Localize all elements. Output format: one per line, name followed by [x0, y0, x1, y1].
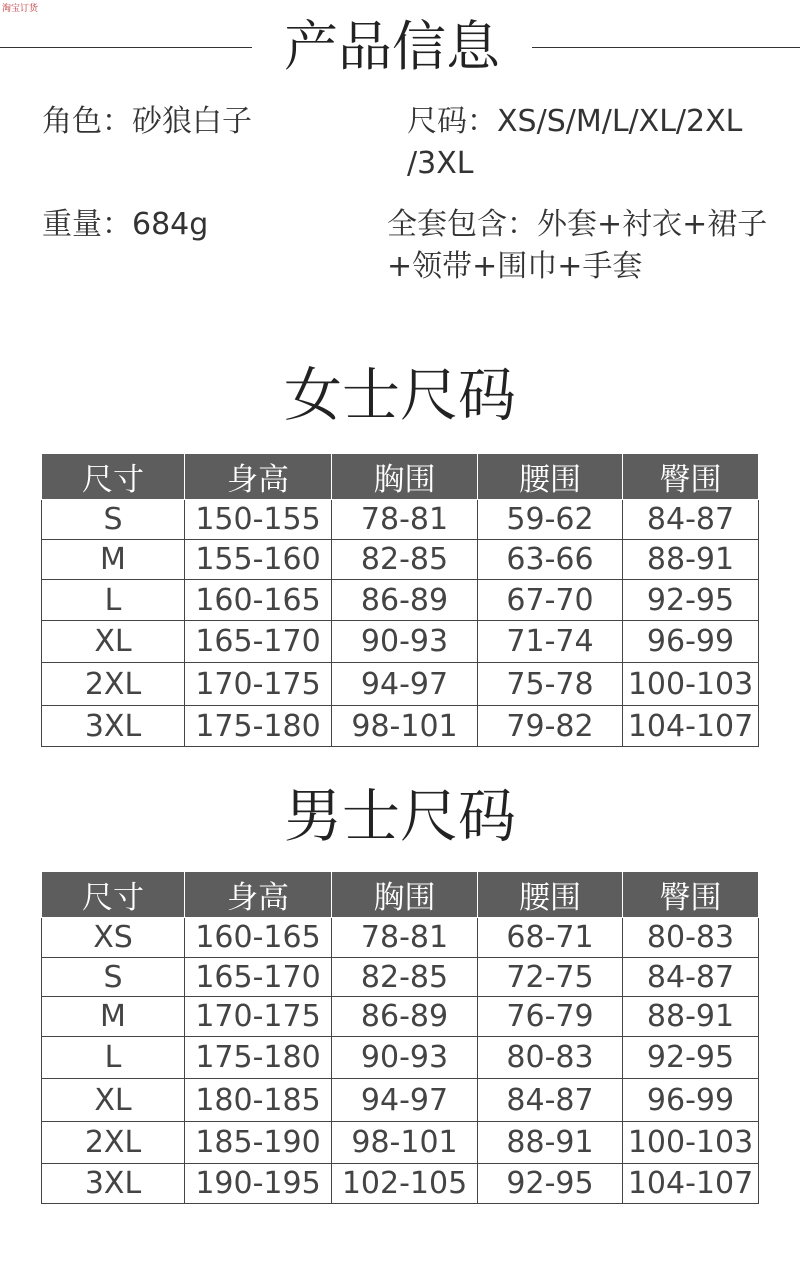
table-cell: 86-89 — [332, 580, 478, 621]
table-cell: 92-95 — [623, 580, 759, 621]
title-divider-left — [0, 47, 252, 48]
table-cell: 88-91 — [478, 1122, 623, 1164]
table-cell: 160-165 — [185, 918, 332, 958]
men-size-title: 男士尺码 — [283, 782, 516, 850]
size-label: 尺码： — [407, 104, 497, 139]
table-cell: 59-62 — [478, 500, 623, 540]
column-header: 身高 — [185, 872, 332, 918]
table-cell: 98-101 — [332, 1122, 478, 1164]
table-row — [42, 621, 759, 663]
column-header: 腰围 — [478, 454, 623, 500]
table-cell: 175-180 — [185, 706, 332, 747]
table-row — [42, 500, 759, 540]
women-size-title: 女士尺码 — [283, 361, 516, 429]
role-info — [42, 101, 252, 143]
table-cell: M — [42, 997, 185, 1037]
table-row — [42, 918, 759, 958]
size-value-line1: XS/S/M/L/XL/2XL — [497, 104, 743, 139]
table-cell: 84-87 — [623, 958, 759, 997]
table-cell: 90-93 — [332, 1037, 478, 1079]
table-row — [42, 706, 759, 747]
column-header: 臀围 — [623, 454, 759, 500]
table-cell: 94-97 — [332, 1079, 478, 1122]
table-cell: 75-78 — [478, 663, 623, 706]
table-cell: S — [42, 500, 185, 540]
table-row — [42, 958, 759, 997]
table-cell: 67-70 — [478, 580, 623, 621]
table-cell: 190-195 — [185, 1164, 332, 1204]
column-header: 尺寸 — [42, 872, 185, 918]
table-cell: 100-103 — [623, 1122, 759, 1164]
table-cell: 78-81 — [332, 918, 478, 958]
table-cell: 2XL — [42, 663, 185, 706]
role-label: 角色： — [42, 104, 132, 139]
men-size-table — [41, 871, 759, 1204]
table-cell: 79-82 — [478, 706, 623, 747]
table-cell: 104-107 — [623, 706, 759, 747]
weight-label: 重量： — [42, 207, 132, 242]
column-header: 尺寸 — [42, 454, 185, 500]
column-header: 臀围 — [623, 872, 759, 918]
table-row — [42, 580, 759, 621]
column-header: 身高 — [185, 454, 332, 500]
table-cell: S — [42, 958, 185, 997]
table-cell: 3XL — [42, 1164, 185, 1204]
size-value-line2: /3XL — [407, 146, 474, 181]
table-cell: XL — [42, 621, 185, 663]
weight-info — [42, 204, 208, 246]
table-cell: 96-99 — [623, 621, 759, 663]
table-cell: 68-71 — [478, 918, 623, 958]
table-cell: 98-101 — [332, 706, 478, 747]
table-cell: 160-165 — [185, 580, 332, 621]
column-header: 胸围 — [332, 872, 478, 918]
table-header-row — [42, 454, 759, 500]
table-row — [42, 540, 759, 580]
table-header-row — [42, 872, 759, 918]
table-row — [42, 997, 759, 1037]
table-cell: L — [42, 580, 185, 621]
table-cell: 84-87 — [623, 500, 759, 540]
table-row — [42, 1079, 759, 1122]
table-cell: XL — [42, 1079, 185, 1122]
table-row — [42, 1164, 759, 1204]
table-cell: 104-107 — [623, 1164, 759, 1204]
table-cell: 82-85 — [332, 540, 478, 580]
table-cell: 165-170 — [185, 958, 332, 997]
table-row — [42, 663, 759, 706]
size-info — [407, 101, 742, 185]
table-cell: 94-97 — [332, 663, 478, 706]
table-cell: 88-91 — [623, 997, 759, 1037]
table-cell: XS — [42, 918, 185, 958]
column-header: 胸围 — [332, 454, 478, 500]
corner-note: 淘宝订货 — [2, 4, 39, 14]
table-cell: 96-99 — [623, 1079, 759, 1122]
column-header: 腰围 — [478, 872, 623, 918]
table-cell: 165-170 — [185, 621, 332, 663]
set-value-line2: +领带+围巾+手套 — [387, 249, 643, 284]
table-cell: 100-103 — [623, 663, 759, 706]
table-cell: 76-79 — [478, 997, 623, 1037]
table-cell: 78-81 — [332, 500, 478, 540]
table-cell: 102-105 — [332, 1164, 478, 1204]
set-info — [387, 204, 767, 288]
table-cell: M — [42, 540, 185, 580]
table-cell: 63-66 — [478, 540, 623, 580]
table-row — [42, 1037, 759, 1079]
table-cell: 71-74 — [478, 621, 623, 663]
role-value: 砂狼白子 — [132, 104, 252, 139]
table-cell: 88-91 — [623, 540, 759, 580]
table-cell: 2XL — [42, 1122, 185, 1164]
table-cell: 3XL — [42, 706, 185, 747]
table-cell: 185-190 — [185, 1122, 332, 1164]
table-cell: 80-83 — [623, 918, 759, 958]
table-cell: 175-180 — [185, 1037, 332, 1079]
weight-value: 684g — [132, 207, 209, 242]
table-cell: 92-95 — [478, 1164, 623, 1204]
table-cell: 72-75 — [478, 958, 623, 997]
table-cell: 170-175 — [185, 663, 332, 706]
table-cell: 86-89 — [332, 997, 478, 1037]
table-cell: 150-155 — [185, 500, 332, 540]
table-cell: L — [42, 1037, 185, 1079]
title-divider-right — [532, 47, 800, 48]
table-cell: 84-87 — [478, 1079, 623, 1122]
table-cell: 92-95 — [623, 1037, 759, 1079]
table-row — [42, 1122, 759, 1164]
women-size-table — [41, 453, 759, 747]
table-cell: 82-85 — [332, 958, 478, 997]
table-cell: 180-185 — [185, 1079, 332, 1122]
table-cell: 80-83 — [478, 1037, 623, 1079]
table-cell: 170-175 — [185, 997, 332, 1037]
table-cell: 90-93 — [332, 621, 478, 663]
set-value-line1: 外套+衬衣+裙子 — [537, 207, 768, 242]
table-cell: 155-160 — [185, 540, 332, 580]
page-title: 产品信息 — [284, 15, 500, 78]
set-label: 全套包含： — [387, 207, 537, 242]
